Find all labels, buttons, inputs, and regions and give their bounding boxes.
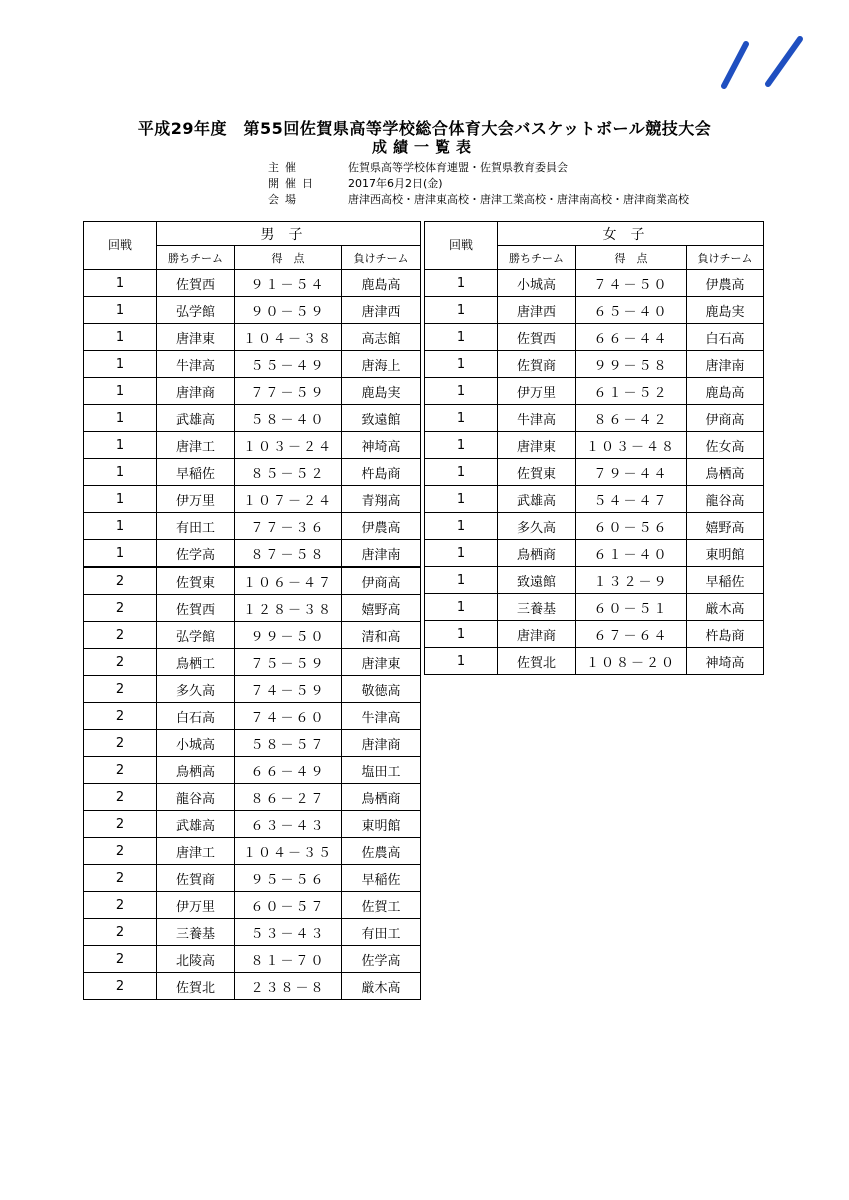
round-cell: 1 <box>425 270 498 297</box>
round-cell: 2 <box>84 703 157 730</box>
table-row <box>84 270 421 297</box>
table-row <box>425 486 764 513</box>
loser-cell: 塩田工 <box>342 757 421 784</box>
table-row <box>84 973 421 1000</box>
score-cell: ６０－５１ <box>576 594 687 621</box>
winner-cell: 致遠館 <box>498 567 576 594</box>
round-cell: 1 <box>84 459 157 486</box>
winner-cell: 牛津高 <box>157 351 235 378</box>
table-row <box>84 649 421 676</box>
winner-cell: 弘学館 <box>157 297 235 324</box>
date-row <box>268 176 689 192</box>
table-row <box>425 297 764 324</box>
loser-cell: 唐津南 <box>687 351 764 378</box>
winner-cell: 佐賀北 <box>157 973 235 1000</box>
winner-cell: 佐学高 <box>157 540 235 568</box>
score-cell: ６５－４０ <box>576 297 687 324</box>
venue-label: 会場 <box>268 193 302 206</box>
round-cell: 1 <box>425 459 498 486</box>
score-cell: ５３－４３ <box>235 919 342 946</box>
winner-cell: 唐津工 <box>157 838 235 865</box>
score-header: 得 点 <box>576 246 687 270</box>
round-cell: 1 <box>425 378 498 405</box>
organizer-label: 主催 <box>268 161 302 174</box>
score-cell: ９０－５９ <box>235 297 342 324</box>
loser-cell: 鹿島実 <box>342 378 421 405</box>
table-row <box>84 892 421 919</box>
loser-cell: 佐女高 <box>687 432 764 459</box>
table-row <box>84 297 421 324</box>
winner-cell: 唐津商 <box>157 378 235 405</box>
round-header: 回戦 <box>84 222 157 270</box>
score-cell: ７７－５９ <box>235 378 342 405</box>
score-cell: ６０－５７ <box>235 892 342 919</box>
loser-cell: 伊農高 <box>342 513 421 540</box>
girls-header: 女子 <box>498 222 764 246</box>
round-cell: 2 <box>84 595 157 622</box>
winner-cell: 多久高 <box>498 513 576 540</box>
girls-table-body <box>425 270 764 675</box>
score-header: 得 点 <box>235 246 342 270</box>
loser-cell: 高志館 <box>342 324 421 351</box>
winner-cell: 唐津東 <box>157 324 235 351</box>
table-row <box>84 567 421 595</box>
table-row <box>84 459 421 486</box>
winner-cell: 佐賀商 <box>157 865 235 892</box>
table-row <box>84 405 421 432</box>
round-cell: 1 <box>84 351 157 378</box>
round-cell: 1 <box>425 513 498 540</box>
winner-cell: 唐津東 <box>498 432 576 459</box>
winner-cell: 鳥栖工 <box>157 649 235 676</box>
venue-row <box>268 192 689 208</box>
score-cell: ７９－４４ <box>576 459 687 486</box>
winner-cell: 伊万里 <box>157 486 235 513</box>
table-row <box>425 378 764 405</box>
winner-cell: 牛津高 <box>498 405 576 432</box>
handwritten-slash-mark <box>720 34 810 94</box>
score-cell: ７７－３６ <box>235 513 342 540</box>
winner-cell: 唐津商 <box>498 621 576 648</box>
score-cell: ５４－４７ <box>576 486 687 513</box>
round-cell: 1 <box>425 297 498 324</box>
loser-cell: 東明館 <box>342 811 421 838</box>
winner-cell: 武雄高 <box>157 811 235 838</box>
score-cell: ８６－４２ <box>576 405 687 432</box>
round-cell: 2 <box>84 757 157 784</box>
loser-cell: 神埼高 <box>342 432 421 459</box>
table-row <box>84 784 421 811</box>
loser-cell: 致遠館 <box>342 405 421 432</box>
score-cell: ９１－５４ <box>235 270 342 297</box>
loser-cell: 唐津商 <box>342 730 421 757</box>
document-subtitle: 成績一覧表 <box>371 138 477 156</box>
round-cell: 1 <box>84 513 157 540</box>
winner-cell: 北陵高 <box>157 946 235 973</box>
loser-cell: 唐津東 <box>342 649 421 676</box>
score-cell: ７４－５９ <box>235 676 342 703</box>
loser-cell: 佐学高 <box>342 946 421 973</box>
score-cell: ６０－５６ <box>576 513 687 540</box>
winner-cell: 弘学館 <box>157 622 235 649</box>
round-cell: 1 <box>425 432 498 459</box>
score-cell: ６３－４３ <box>235 811 342 838</box>
round-cell: 1 <box>425 540 498 567</box>
table-row <box>425 594 764 621</box>
boys-results-table <box>83 221 421 1000</box>
loser-cell: 龍谷高 <box>687 486 764 513</box>
loser-cell: 厳木高 <box>687 594 764 621</box>
loser-cell: 嬉野高 <box>687 513 764 540</box>
score-cell: ８１－７０ <box>235 946 342 973</box>
round-cell: 2 <box>84 892 157 919</box>
loser-cell: 唐津南 <box>342 540 421 568</box>
score-cell: ６６－４９ <box>235 757 342 784</box>
table-row <box>84 540 421 568</box>
table-row <box>84 513 421 540</box>
round-header: 回戦 <box>425 222 498 270</box>
loser-cell: 有田工 <box>342 919 421 946</box>
winner-cell: 早稲佐 <box>157 459 235 486</box>
score-cell: ８６－２７ <box>235 784 342 811</box>
score-cell: ９９－５０ <box>235 622 342 649</box>
table-row <box>425 540 764 567</box>
score-cell: ６１－４０ <box>576 540 687 567</box>
round-cell: 2 <box>84 649 157 676</box>
table-row <box>425 270 764 297</box>
round-cell: 2 <box>84 946 157 973</box>
table-row <box>84 946 421 973</box>
boys-header: 男子 <box>157 222 421 246</box>
round-cell: 2 <box>84 865 157 892</box>
loser-cell: 伊商高 <box>342 567 421 595</box>
table-row <box>84 486 421 513</box>
loser-cell: 神埼高 <box>687 648 764 675</box>
loser-cell: 佐農高 <box>342 838 421 865</box>
winner-cell: 龍谷高 <box>157 784 235 811</box>
loser-cell: 唐津西 <box>342 297 421 324</box>
winner-cell: 唐津工 <box>157 432 235 459</box>
venue-value: 唐津西高校・唐津東高校・唐津工業高校・唐津南高校・唐津商業高校 <box>348 193 689 206</box>
round-cell: 1 <box>84 270 157 297</box>
table-row <box>425 324 764 351</box>
document-title: 平成29年度 第55回佐賀県高等学校総合体育大会バスケットボール競技大会 <box>137 119 712 138</box>
table-row <box>425 513 764 540</box>
loser-cell: 早稲佐 <box>342 865 421 892</box>
loser-cell: 鹿島実 <box>687 297 764 324</box>
table-row <box>425 459 764 486</box>
winner-cell: 鳥栖商 <box>498 540 576 567</box>
winner-cell: 伊万里 <box>157 892 235 919</box>
round-cell: 1 <box>84 486 157 513</box>
loser-cell: 早稲佐 <box>687 567 764 594</box>
winner-cell: 武雄高 <box>157 405 235 432</box>
round-cell: 1 <box>84 324 157 351</box>
score-cell: ６６－４４ <box>576 324 687 351</box>
table-row <box>84 757 421 784</box>
winner-cell: 佐賀東 <box>157 567 235 595</box>
round-cell: 1 <box>425 567 498 594</box>
winner-cell: 白石高 <box>157 703 235 730</box>
table-row <box>84 622 421 649</box>
score-cell: １０８－２０ <box>576 648 687 675</box>
round-cell: 2 <box>84 730 157 757</box>
winner-cell: 唐津西 <box>498 297 576 324</box>
round-cell: 1 <box>84 297 157 324</box>
score-cell: １３２－９ <box>576 567 687 594</box>
organizer-value: 佐賀県高等学校体育連盟・佐賀県教育委員会 <box>348 161 568 174</box>
organizer-row <box>268 160 689 176</box>
round-cell: 1 <box>425 405 498 432</box>
round-cell: 1 <box>425 486 498 513</box>
score-cell: ６１－５２ <box>576 378 687 405</box>
table-row <box>84 730 421 757</box>
winner-cell: 多久高 <box>157 676 235 703</box>
loser-cell: 敬徳高 <box>342 676 421 703</box>
table-row <box>84 838 421 865</box>
table-row <box>84 324 421 351</box>
loser-cell: 鹿島高 <box>342 270 421 297</box>
round-cell: 2 <box>84 838 157 865</box>
table-row <box>84 676 421 703</box>
round-cell: 2 <box>84 567 157 595</box>
score-cell: ７４－５０ <box>576 270 687 297</box>
table-row <box>425 648 764 675</box>
loser-header: 負けチーム <box>342 246 421 270</box>
table-row <box>425 432 764 459</box>
winner-cell: 佐賀東 <box>498 459 576 486</box>
score-cell: １０４－３８ <box>235 324 342 351</box>
round-cell: 1 <box>425 648 498 675</box>
loser-header: 負けチーム <box>687 246 764 270</box>
loser-cell: 清和高 <box>342 622 421 649</box>
loser-cell: 白石高 <box>687 324 764 351</box>
table-row <box>84 865 421 892</box>
score-cell: ８７－５８ <box>235 540 342 568</box>
table-row <box>84 378 421 405</box>
winner-cell: 佐賀商 <box>498 351 576 378</box>
round-cell: 1 <box>84 540 157 568</box>
loser-cell: 青翔高 <box>342 486 421 513</box>
loser-cell: 佐賀工 <box>342 892 421 919</box>
score-cell: ５８－４０ <box>235 405 342 432</box>
table-row <box>425 567 764 594</box>
table-row <box>425 351 764 378</box>
score-cell: １０３－２４ <box>235 432 342 459</box>
score-cell: １０４－３５ <box>235 838 342 865</box>
girls-results-table <box>424 221 764 675</box>
table-row <box>425 621 764 648</box>
loser-cell: 杵島商 <box>687 621 764 648</box>
date-label: 開催日 <box>268 177 319 190</box>
score-cell: １０３－４８ <box>576 432 687 459</box>
round-cell: 1 <box>84 405 157 432</box>
round-cell: 1 <box>84 432 157 459</box>
round-cell: 1 <box>425 594 498 621</box>
score-cell: １０６－４７ <box>235 567 342 595</box>
loser-cell: 杵島商 <box>342 459 421 486</box>
loser-cell: 嬉野高 <box>342 595 421 622</box>
winner-cell: 鳥栖高 <box>157 757 235 784</box>
winner-cell: 佐賀西 <box>498 324 576 351</box>
winner-cell: 有田工 <box>157 513 235 540</box>
winner-cell: 佐賀北 <box>498 648 576 675</box>
winner-cell: 三養基 <box>498 594 576 621</box>
score-cell: １０７－２４ <box>235 486 342 513</box>
round-cell: 1 <box>425 324 498 351</box>
table-row <box>84 432 421 459</box>
score-cell: ９５－５６ <box>235 865 342 892</box>
score-cell: ７５－５９ <box>235 649 342 676</box>
score-cell: ６７－６４ <box>576 621 687 648</box>
score-cell: ７４－６０ <box>235 703 342 730</box>
table-row <box>425 405 764 432</box>
winner-header: 勝ちチーム <box>157 246 235 270</box>
winner-cell: 佐賀西 <box>157 270 235 297</box>
date-value: 2017年6月2日(金) <box>348 177 443 190</box>
score-cell: ５８－５７ <box>235 730 342 757</box>
winner-cell: 三養基 <box>157 919 235 946</box>
event-info <box>268 160 689 208</box>
table-row <box>84 595 421 622</box>
round-cell: 2 <box>84 919 157 946</box>
round-cell: 2 <box>84 676 157 703</box>
score-cell: １２８－３８ <box>235 595 342 622</box>
boys-table-body <box>84 270 421 1000</box>
round-cell: 2 <box>84 811 157 838</box>
winner-header: 勝ちチーム <box>498 246 576 270</box>
loser-cell: 鳥栖商 <box>342 784 421 811</box>
round-cell: 2 <box>84 784 157 811</box>
round-cell: 1 <box>425 621 498 648</box>
winner-cell: 伊万里 <box>498 378 576 405</box>
round-cell: 1 <box>425 351 498 378</box>
score-cell: ２３８－８ <box>235 973 342 1000</box>
loser-cell: 牛津高 <box>342 703 421 730</box>
round-cell: 2 <box>84 973 157 1000</box>
loser-cell: 鳥栖高 <box>687 459 764 486</box>
score-cell: ８５－５２ <box>235 459 342 486</box>
table-row <box>84 351 421 378</box>
loser-cell: 唐海上 <box>342 351 421 378</box>
loser-cell: 鹿島高 <box>687 378 764 405</box>
winner-cell: 武雄高 <box>498 486 576 513</box>
winner-cell: 小城高 <box>498 270 576 297</box>
table-row <box>84 703 421 730</box>
loser-cell: 伊農高 <box>687 270 764 297</box>
loser-cell: 厳木高 <box>342 973 421 1000</box>
score-cell: ９９－５８ <box>576 351 687 378</box>
loser-cell: 伊商高 <box>687 405 764 432</box>
round-cell: 2 <box>84 622 157 649</box>
table-row <box>84 811 421 838</box>
winner-cell: 小城高 <box>157 730 235 757</box>
winner-cell: 佐賀西 <box>157 595 235 622</box>
loser-cell: 東明館 <box>687 540 764 567</box>
round-cell: 1 <box>84 378 157 405</box>
score-cell: ５５－４９ <box>235 351 342 378</box>
table-row <box>84 919 421 946</box>
